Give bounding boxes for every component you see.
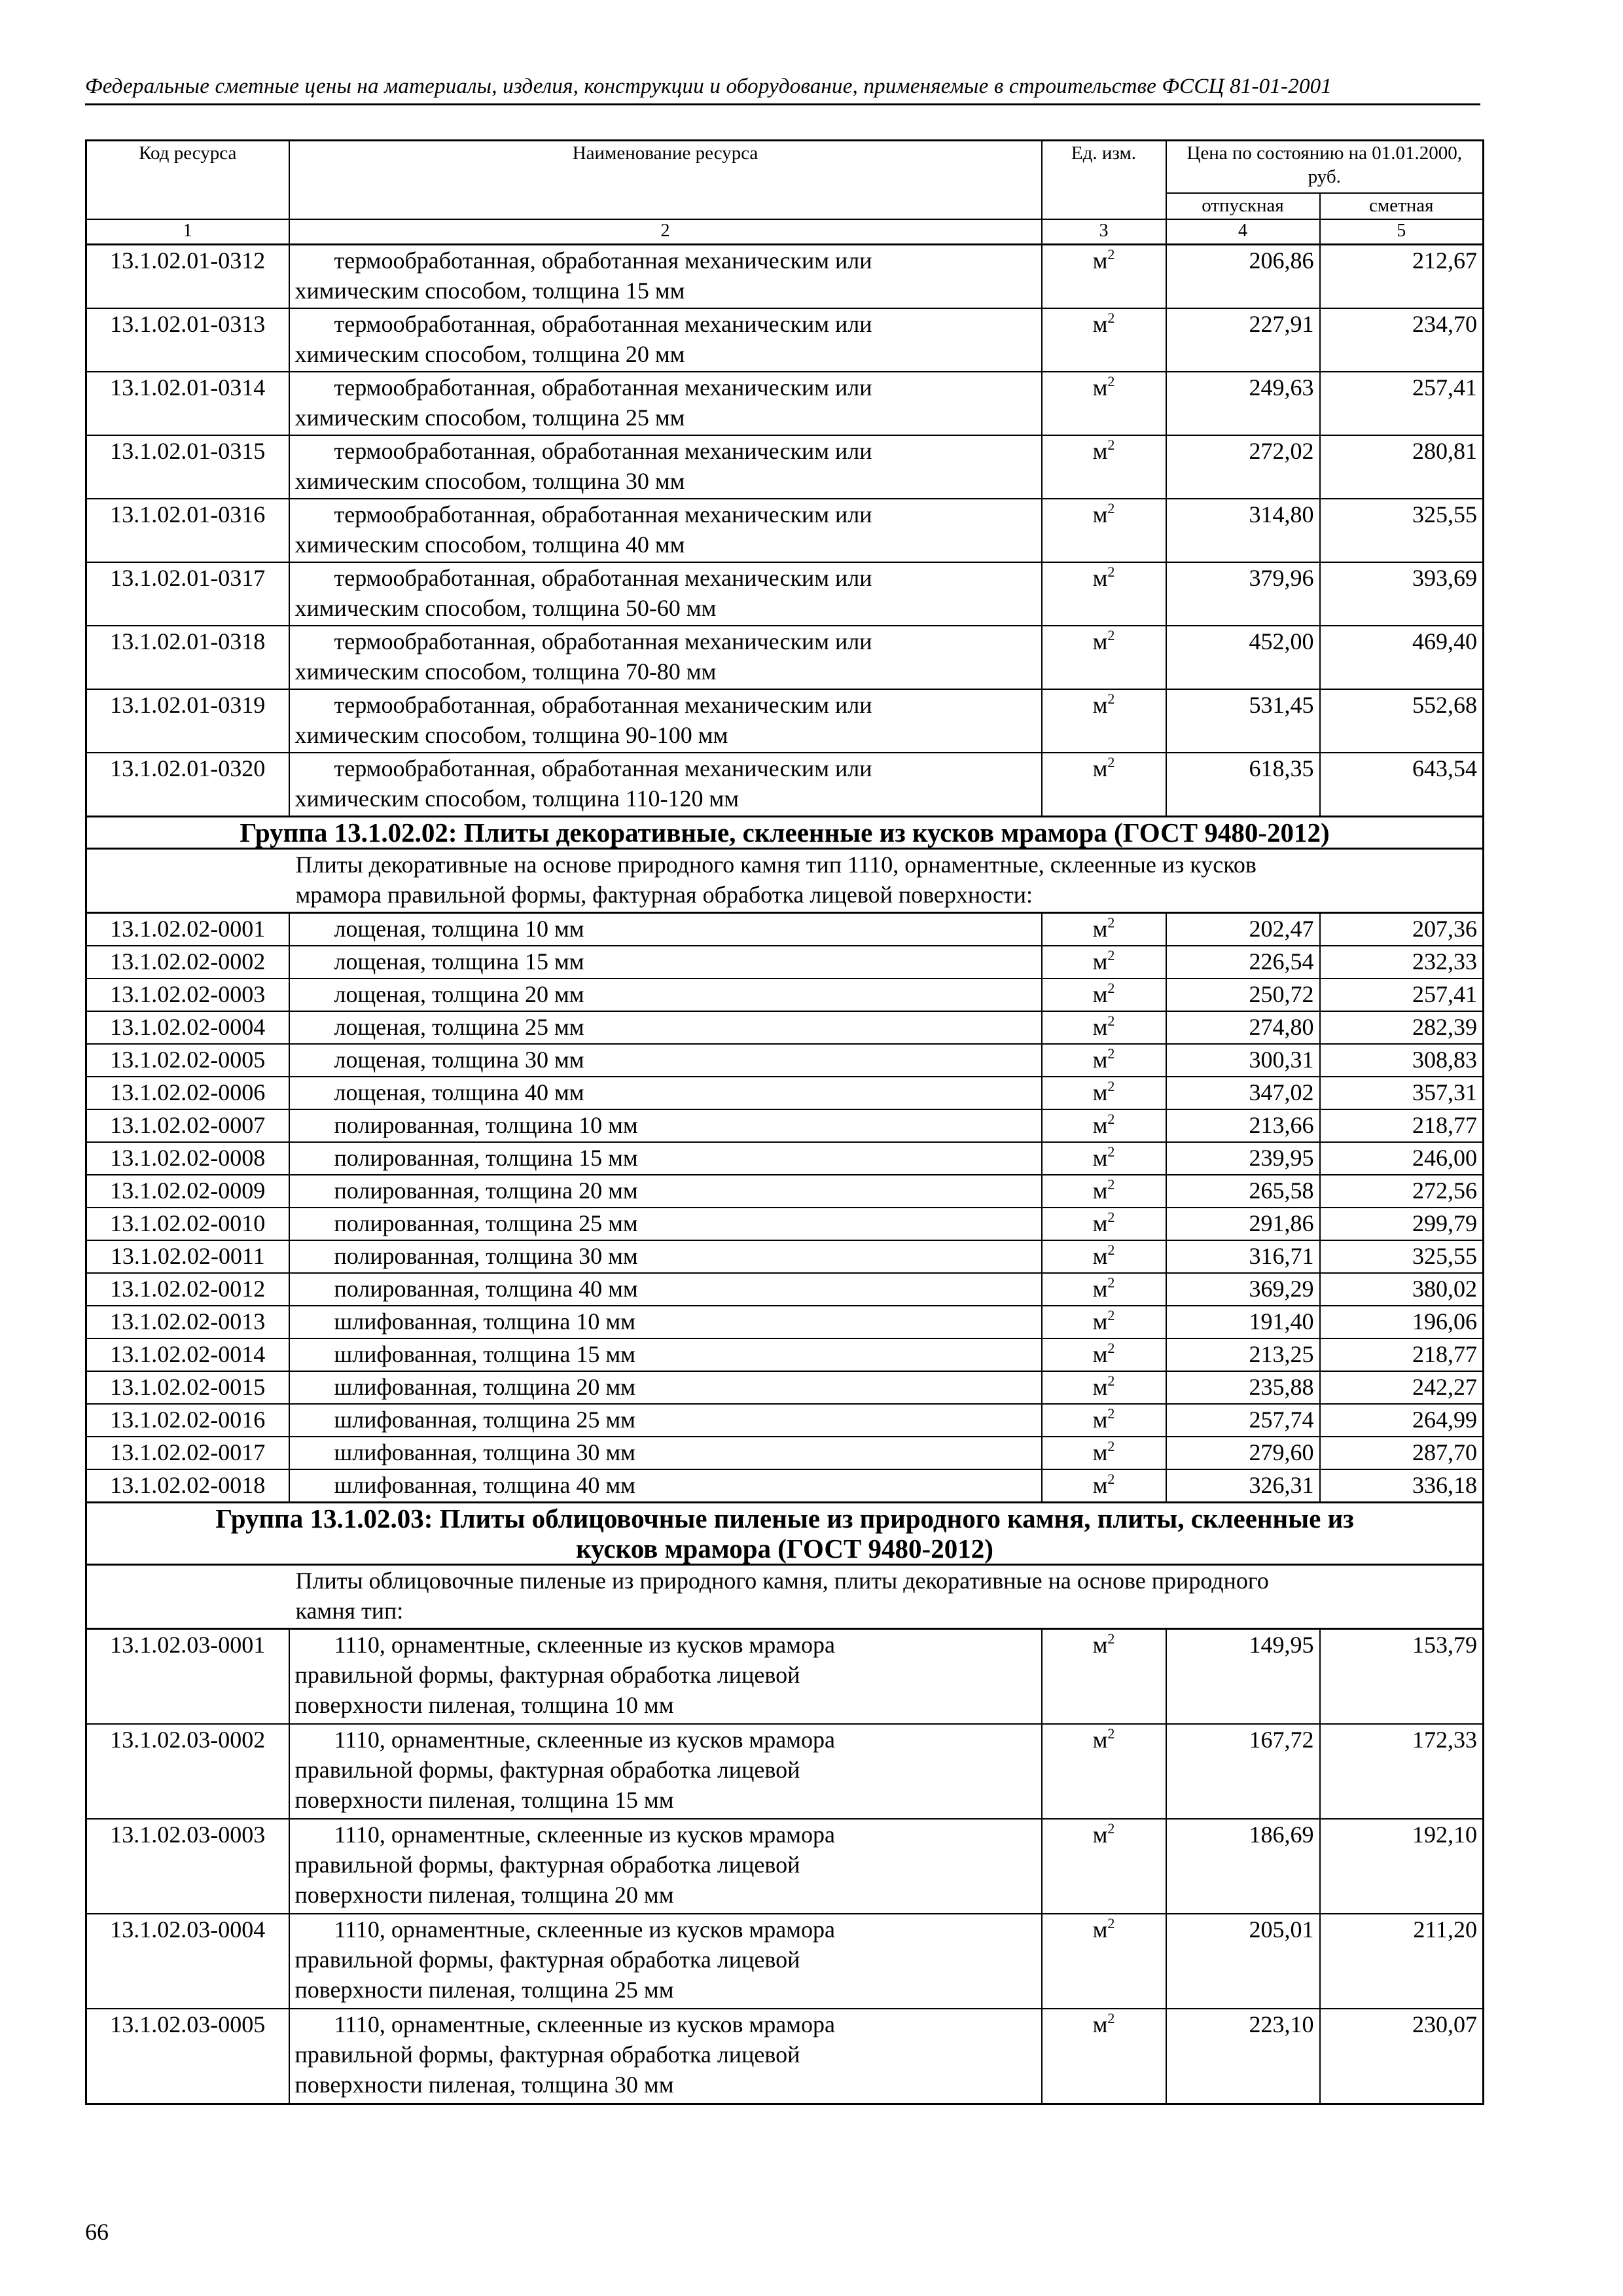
price-estimate: 280,81 <box>1320 435 1484 499</box>
column-number: 1 <box>86 219 289 245</box>
price-release: 279,60 <box>1166 1437 1320 1469</box>
resource-name: шлифованная, толщина 15 мм <box>289 1338 1042 1371</box>
column-number: 3 <box>1042 219 1166 245</box>
resource-code: 13.1.02.02-0011 <box>86 1240 289 1273</box>
resource-name: полированная, толщина 10 мм <box>289 1109 1042 1142</box>
resource-code: 13.1.02.01-0313 <box>86 308 289 372</box>
resource-code: 13.1.02.01-0316 <box>86 499 289 562</box>
price-estimate: 643,54 <box>1320 753 1484 817</box>
resource-name: лощеная, толщина 10 мм <box>289 913 1042 946</box>
resource-code: 13.1.02.02-0017 <box>86 1437 289 1469</box>
resource-name: лощеная, толщина 30 мм <box>289 1044 1042 1077</box>
resource-code: 13.1.02.02-0008 <box>86 1142 289 1175</box>
resource-name: шлифованная, толщина 25 мм <box>289 1404 1042 1437</box>
running-header: Федеральные сметные цены на материалы, изделия, конструкции и оборудование, применяемые в строительстве ФССЦ 81-01-2001 <box>85 72 1480 105</box>
resource-name: лощеная, толщина 25 мм <box>289 1011 1042 1044</box>
table-row <box>86 1469 1484 1503</box>
resource-name: термообработанная, обработанная механическим или химическим способом, толщина 90-100 мм <box>289 689 1042 753</box>
price-estimate: 234,70 <box>1320 308 1484 372</box>
resource-code: 13.1.02.02-0016 <box>86 1404 289 1437</box>
resource-name: 1110, орнаментные, склеенные из кусков мрамора правильной формы, фактурная обработка лицевой поверхности пиленая, толщина 25 мм <box>289 1914 1042 2009</box>
resource-code: 13.1.02.01-0317 <box>86 562 289 626</box>
price-release: 249,63 <box>1166 372 1320 435</box>
unit: $м^2$ <box>1042 1208 1166 1240</box>
resource-name: 1110, орнаментные, склеенные из кусков мрамора правильной формы, фактурная обработка лицевой поверхности пиленая, толщина 15 мм <box>289 1724 1042 1819</box>
header-price-group: Цена по состоянию на 01.01.2000, руб. <box>1166 141 1484 194</box>
table-row <box>86 1724 1484 1819</box>
table-row <box>86 689 1484 753</box>
price-estimate: 211,20 <box>1320 1914 1484 2009</box>
resource-code: 13.1.02.02-0001 <box>86 913 289 946</box>
table-row <box>86 1273 1484 1306</box>
table-header-row <box>86 141 1484 194</box>
price-estimate: 153,79 <box>1320 1629 1484 1725</box>
table-row <box>86 1109 1484 1142</box>
unit: $м^2$ <box>1042 913 1166 946</box>
table-row <box>86 1142 1484 1175</box>
header-price-release: отпускная <box>1166 193 1320 219</box>
header-name: Наименование ресурса <box>289 141 1042 220</box>
unit: $м^2$ <box>1042 1109 1166 1142</box>
resource-code: 13.1.02.02-0010 <box>86 1208 289 1240</box>
group-intro: Плиты декоративные на основе природного камня тип 1110, орнаментные, склеенные из кусков мрамора правильной формы, фактурная обработка лицевой поверхности: <box>289 849 1484 913</box>
price-release: 531,45 <box>1166 689 1320 753</box>
price-estimate: 272,56 <box>1320 1175 1484 1208</box>
table-row <box>86 308 1484 372</box>
unit: $м^2$ <box>1042 435 1166 499</box>
price-estimate: 232,33 <box>1320 946 1484 978</box>
resource-code: 13.1.02.01-0314 <box>86 372 289 435</box>
table-row <box>86 1629 1484 1725</box>
price-release: 213,66 <box>1166 1109 1320 1142</box>
resource-code: 13.1.02.01-0315 <box>86 435 289 499</box>
unit: $м^2$ <box>1042 308 1166 372</box>
unit: $м^2$ <box>1042 1469 1166 1503</box>
price-release: 226,54 <box>1166 946 1320 978</box>
price-release: 272,02 <box>1166 435 1320 499</box>
unit: $м^2$ <box>1042 978 1166 1011</box>
resource-name: шлифованная, толщина 10 мм <box>289 1306 1042 1338</box>
resource-name: термообработанная, обработанная механическим или химическим способом, толщина 70-80 мм <box>289 626 1042 689</box>
resource-name: термообработанная, обработанная механическим или химическим способом, толщина 40 мм <box>289 499 1042 562</box>
unit: $м^2$ <box>1042 1404 1166 1437</box>
price-release: 379,96 <box>1166 562 1320 626</box>
price-estimate: 287,70 <box>1320 1437 1484 1469</box>
price-estimate: 325,55 <box>1320 1240 1484 1273</box>
unit: $м^2$ <box>1042 1142 1166 1175</box>
price-estimate: 212,67 <box>1320 245 1484 309</box>
resource-name: термообработанная, обработанная механическим или химическим способом, толщина 20 мм <box>289 308 1042 372</box>
resource-name: полированная, толщина 40 мм <box>289 1273 1042 1306</box>
table-row <box>86 372 1484 435</box>
table-row <box>86 913 1484 946</box>
resource-name: шлифованная, толщина 30 мм <box>289 1437 1042 1469</box>
price-estimate: 257,41 <box>1320 978 1484 1011</box>
price-estimate: 192,10 <box>1320 1819 1484 1914</box>
price-release: 291,86 <box>1166 1208 1320 1240</box>
resource-code: 13.1.02.01-0312 <box>86 245 289 309</box>
group-intro: Плиты облицовочные пиленые из природного камня, плиты декоративные на основе природного камня тип: <box>289 1565 1484 1629</box>
price-estimate: 218,77 <box>1320 1338 1484 1371</box>
price-estimate: 264,99 <box>1320 1404 1484 1437</box>
resource-code: 13.1.02.01-0318 <box>86 626 289 689</box>
column-number: 4 <box>1166 219 1320 245</box>
price-estimate: 357,31 <box>1320 1077 1484 1109</box>
price-release: 186,69 <box>1166 1819 1320 1914</box>
resource-name: шлифованная, толщина 20 мм <box>289 1371 1042 1404</box>
price-estimate: 336,18 <box>1320 1469 1484 1503</box>
table-row <box>86 1175 1484 1208</box>
price-release: 326,31 <box>1166 1469 1320 1503</box>
price-estimate: 552,68 <box>1320 689 1484 753</box>
resource-name: полированная, толщина 25 мм <box>289 1208 1042 1240</box>
resource-code: 13.1.02.02-0004 <box>86 1011 289 1044</box>
price-release: 149,95 <box>1166 1629 1320 1725</box>
unit: $м^2$ <box>1042 1044 1166 1077</box>
price-release: 205,01 <box>1166 1914 1320 2009</box>
price-release: 213,25 <box>1166 1338 1320 1371</box>
resource-code: 13.1.02.01-0320 <box>86 753 289 817</box>
unit: $м^2$ <box>1042 1629 1166 1725</box>
table-row <box>86 1011 1484 1044</box>
price-estimate: 218,77 <box>1320 1109 1484 1142</box>
resource-name: 1110, орнаментные, склеенные из кусков мрамора правильной формы, фактурная обработка лицевой поверхности пиленая, толщина 30 мм <box>289 2009 1042 2104</box>
price-release: 191,40 <box>1166 1306 1320 1338</box>
table-row <box>86 1404 1484 1437</box>
group-intro-row <box>86 849 1484 913</box>
column-number: 2 <box>289 219 1042 245</box>
table-row <box>86 946 1484 978</box>
table-row <box>86 1437 1484 1469</box>
unit: $м^2$ <box>1042 1011 1166 1044</box>
price-estimate: 230,07 <box>1320 2009 1484 2104</box>
unit: $м^2$ <box>1042 1273 1166 1306</box>
price-release: 206,86 <box>1166 245 1320 309</box>
price-release: 227,91 <box>1166 308 1320 372</box>
price-estimate: 196,06 <box>1320 1306 1484 1338</box>
resource-code: 13.1.02.03-0002 <box>86 1724 289 1819</box>
table-row <box>86 1077 1484 1109</box>
price-estimate: 257,41 <box>1320 372 1484 435</box>
table-row <box>86 1371 1484 1404</box>
price-release: 167,72 <box>1166 1724 1320 1819</box>
resource-code: 13.1.02.02-0014 <box>86 1338 289 1371</box>
resource-name: термообработанная, обработанная механическим или химическим способом, толщина 15 мм <box>289 245 1042 309</box>
resource-name: термообработанная, обработанная механическим или химическим способом, толщина 110-120 мм <box>289 753 1042 817</box>
price-release: 316,71 <box>1166 1240 1320 1273</box>
resource-name: полированная, толщина 15 мм <box>289 1142 1042 1175</box>
price-release: 300,31 <box>1166 1044 1320 1077</box>
resource-name: термообработанная, обработанная механическим или химическим способом, толщина 50-60 мм <box>289 562 1042 626</box>
resource-name: лощеная, толщина 15 мм <box>289 946 1042 978</box>
unit: $м^2$ <box>1042 1338 1166 1371</box>
table-row <box>86 753 1484 817</box>
price-estimate: 325,55 <box>1320 499 1484 562</box>
resource-code: 13.1.02.02-0003 <box>86 978 289 1011</box>
price-release: 223,10 <box>1166 2009 1320 2104</box>
unit: $м^2$ <box>1042 372 1166 435</box>
table-row <box>86 499 1484 562</box>
unit: $м^2$ <box>1042 1077 1166 1109</box>
header-price-estimate: сметная <box>1320 193 1484 219</box>
price-estimate: 242,27 <box>1320 1371 1484 1404</box>
unit: $м^2$ <box>1042 1371 1166 1404</box>
unit: $м^2$ <box>1042 562 1166 626</box>
resource-code: 13.1.02.03-0005 <box>86 2009 289 2104</box>
price-estimate: 469,40 <box>1320 626 1484 689</box>
resource-name: 1110, орнаментные, склеенные из кусков мрамора правильной формы, фактурная обработка лицевой поверхности пиленая, толщина 20 мм <box>289 1819 1042 1914</box>
price-estimate: 308,83 <box>1320 1044 1484 1077</box>
unit: $м^2$ <box>1042 499 1166 562</box>
price-release: 274,80 <box>1166 1011 1320 1044</box>
price-estimate: 282,39 <box>1320 1011 1484 1044</box>
resource-code: 13.1.02.03-0004 <box>86 1914 289 2009</box>
table-row <box>86 2009 1484 2104</box>
table-row <box>86 1306 1484 1338</box>
group-title-row <box>86 1503 1484 1565</box>
resource-code: 13.1.02.02-0007 <box>86 1109 289 1142</box>
price-estimate: 393,69 <box>1320 562 1484 626</box>
unit: $м^2$ <box>1042 2009 1166 2104</box>
unit: $м^2$ <box>1042 626 1166 689</box>
unit: $м^2$ <box>1042 1819 1166 1914</box>
header-unit: Ед. изм. <box>1042 141 1166 220</box>
resource-code: 13.1.02.02-0002 <box>86 946 289 978</box>
resource-code: 13.1.02.02-0013 <box>86 1306 289 1338</box>
table-row <box>86 1338 1484 1371</box>
resource-code: 13.1.02.02-0015 <box>86 1371 289 1404</box>
price-release: 250,72 <box>1166 978 1320 1011</box>
price-estimate: 380,02 <box>1320 1273 1484 1306</box>
price-release: 347,02 <box>1166 1077 1320 1109</box>
group-title-row <box>86 817 1484 849</box>
table-row <box>86 245 1484 309</box>
unit: $м^2$ <box>1042 689 1166 753</box>
group-title: Группа 13.1.02.03: Плиты облицовочные пиленые из природного камня, плиты, склеенные из кусков мрамора (ГОСТ 9480-2012) <box>86 1503 1484 1565</box>
resource-code: 13.1.02.02-0009 <box>86 1175 289 1208</box>
table-row <box>86 1208 1484 1240</box>
resource-name: термообработанная, обработанная механическим или химическим способом, толщина 25 мм <box>289 372 1042 435</box>
price-release: 618,35 <box>1166 753 1320 817</box>
unit: $м^2$ <box>1042 1724 1166 1819</box>
price-release: 369,29 <box>1166 1273 1320 1306</box>
table-row <box>86 1819 1484 1914</box>
page-number: 66 <box>85 2219 109 2245</box>
price-release: 265,58 <box>1166 1175 1320 1208</box>
column-numbers-row <box>86 219 1484 245</box>
table-row <box>86 978 1484 1011</box>
unit: $м^2$ <box>1042 1240 1166 1273</box>
resource-name: лощеная, толщина 20 мм <box>289 978 1042 1011</box>
table-row <box>86 1914 1484 2009</box>
price-release: 235,88 <box>1166 1371 1320 1404</box>
unit: $м^2$ <box>1042 1914 1166 2009</box>
group-title: Группа 13.1.02.02: Плиты декоративные, склеенные из кусков мрамора (ГОСТ 9480-2012) <box>86 817 1484 849</box>
price-release: 202,47 <box>1166 913 1320 946</box>
resource-code: 13.1.02.02-0012 <box>86 1273 289 1306</box>
price-release: 257,74 <box>1166 1404 1320 1437</box>
resource-code: 13.1.02.01-0319 <box>86 689 289 753</box>
resource-code: 13.1.02.03-0001 <box>86 1629 289 1725</box>
unit: $м^2$ <box>1042 1306 1166 1338</box>
resource-code: 13.1.02.03-0003 <box>86 1819 289 1914</box>
resource-name: лощеная, толщина 40 мм <box>289 1077 1042 1109</box>
price-estimate: 246,00 <box>1320 1142 1484 1175</box>
resource-name: полированная, толщина 20 мм <box>289 1175 1042 1208</box>
price-release: 239,95 <box>1166 1142 1320 1175</box>
group-intro-row <box>86 1565 1484 1629</box>
table-row <box>86 1044 1484 1077</box>
unit: $м^2$ <box>1042 946 1166 978</box>
resource-code: 13.1.02.02-0005 <box>86 1044 289 1077</box>
table-row <box>86 435 1484 499</box>
resource-code: 13.1.02.02-0018 <box>86 1469 289 1503</box>
table-row <box>86 1240 1484 1273</box>
price-release: 314,80 <box>1166 499 1320 562</box>
header-code: Код ресурса <box>86 141 289 220</box>
table-row <box>86 626 1484 689</box>
resource-name: термообработанная, обработанная механическим или химическим способом, толщина 30 мм <box>289 435 1042 499</box>
column-number: 5 <box>1320 219 1484 245</box>
price-estimate: 172,33 <box>1320 1724 1484 1819</box>
unit: $м^2$ <box>1042 1175 1166 1208</box>
unit: $м^2$ <box>1042 245 1166 309</box>
price-estimate: 207,36 <box>1320 913 1484 946</box>
table-row <box>86 562 1484 626</box>
resource-name: полированная, толщина 30 мм <box>289 1240 1042 1273</box>
unit: $м^2$ <box>1042 1437 1166 1469</box>
price-table <box>85 139 1484 2105</box>
price-estimate: 299,79 <box>1320 1208 1484 1240</box>
resource-code: 13.1.02.02-0006 <box>86 1077 289 1109</box>
resource-name: 1110, орнаментные, склеенные из кусков мрамора правильной формы, фактурная обработка лицевой поверхности пиленая, толщина 10 мм <box>289 1629 1042 1725</box>
price-release: 452,00 <box>1166 626 1320 689</box>
resource-name: шлифованная, толщина 40 мм <box>289 1469 1042 1503</box>
unit: $м^2$ <box>1042 753 1166 817</box>
